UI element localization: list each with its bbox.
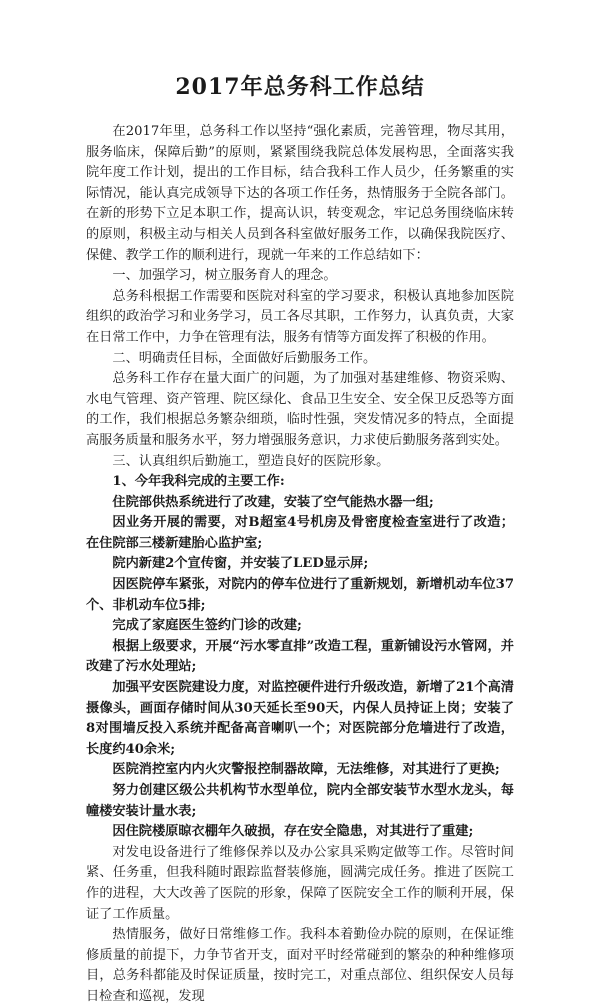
document-title: 2017年总务科工作总结 [175,74,425,100]
paragraph: 因住院楼原晾衣棚年久破损，存在安全隐患，对其进行了重建; [112,824,474,840]
paragraph: 医院消控室内内火灾警报控制器故障，无法维修，对其进行了更换; [112,762,500,778]
paragraph: 总务科根据工作需要和医院对科室的学习要求，积极认真地参加医院组织的政治学习和业务学习，员工各尽其职，工作努力，认真负责，大家在日常工作中，力争在管理有法，服务有情等方面发挥了积极的作用。 [86,288,514,345]
paragraph: 1、今年我科完成的主要工作: [112,474,285,490]
document-body [86,122,514,1008]
paragraph: 加强平安医院建设力度，对监控硬件进行升级改造，新增了21个高清摄像头，画面存储时间从30天延长至90天，内保人员持证上岗；安装了8对围墙反投入系统并配备高音喇叭一个；对医院部分危墙进行了改造，长度约40余米; [86,680,514,757]
paragraph: 院内新建2个宣传窗，并安装了LED显示屏; [112,556,369,572]
paragraph: 在2017年里，总务科工作以坚持“强化素质，完善管理，物尽其用，服务临床，保障后勤”的原则，紧紧围绕我院总体发展构思，全面落实我院年度工作计划，提出的工作目标，结合我科工作人员少，任务繁重的实际情况，能认真完成领导下达的各项工作任务，热情服务于全院各部门。在新的形势下立足本职工作，提高认识，转变观念，牢记总务围绕临床转的原则，积极主动与相关人员到各科室做好服务工作，以确保我院医疗、保健、教学工作的顺利进行，现就一年来的工作总结如下： [86,124,514,263]
paragraph: 三、认真组织后勤施工，塑造良好的医院形象。 [112,453,390,469]
paragraph: 因医院停车紧张，对院内的停车位进行了重新规划，新增机动车位37个、非机动车位5排; [86,577,514,613]
paragraph: 完成了家庭医生签约门诊的改建; [112,618,302,634]
paragraph: 对发电设备进行了维修保养以及办公家具采购定做等工作。尽管时间紧、任务重，但我科随时跟踪监督装修施，圆满完成任务。推进了医院工作的进程，大大改善了医院的形象，保障了医院安全工作的顺利开展，保证了工作质量。 [86,844,514,922]
paragraph: 因业务开展的需要，对B超室4号机房及骨密度检查室进行了改造；在住院部三楼新建胎心监护室; [86,515,514,551]
paragraph: 总务科工作存在量大面广的问题，为了加强对基建维修、物资采购、水电气管理、资产管理、院区绿化、食品卫生安全、安全保卫反恐等方面的工作，我们根据总务繁杂细琐，临时性强，突发情况多的特点，全面提高服务质量和服务水平，努力增强服务意识，力求使后勤服务落到实处。 [86,371,514,448]
paragraph: 热情服务，做好日常维修工作。我科本着勤俭办院的原则，在保证维修质量的前提下，力争节省开支，面对平时经常碰到的繁杂的种种维修项目，总务科都能及时保证质量，按时完工，对重点部位、组织保安人员每日检查和巡视，发现 [86,927,514,1004]
paragraph: 二、明确责任目标，全面做好后勤服务工作。 [112,350,377,366]
paragraph: 一、加强学习，树立服务育人的理念。 [112,268,337,284]
paragraph: 住院部供热系统进行了改建，安装了空气能热水器一组; [112,494,434,510]
paragraph: 努力创建区级公共机构节水型单位，院内全部安装节水型水龙头，每幢楼安装计量水表; [86,783,514,819]
paragraph: 根据上级要求，开展“污水零直排”改造工程，重新铺设污水管网，并改建了污水处理站; [86,638,514,675]
